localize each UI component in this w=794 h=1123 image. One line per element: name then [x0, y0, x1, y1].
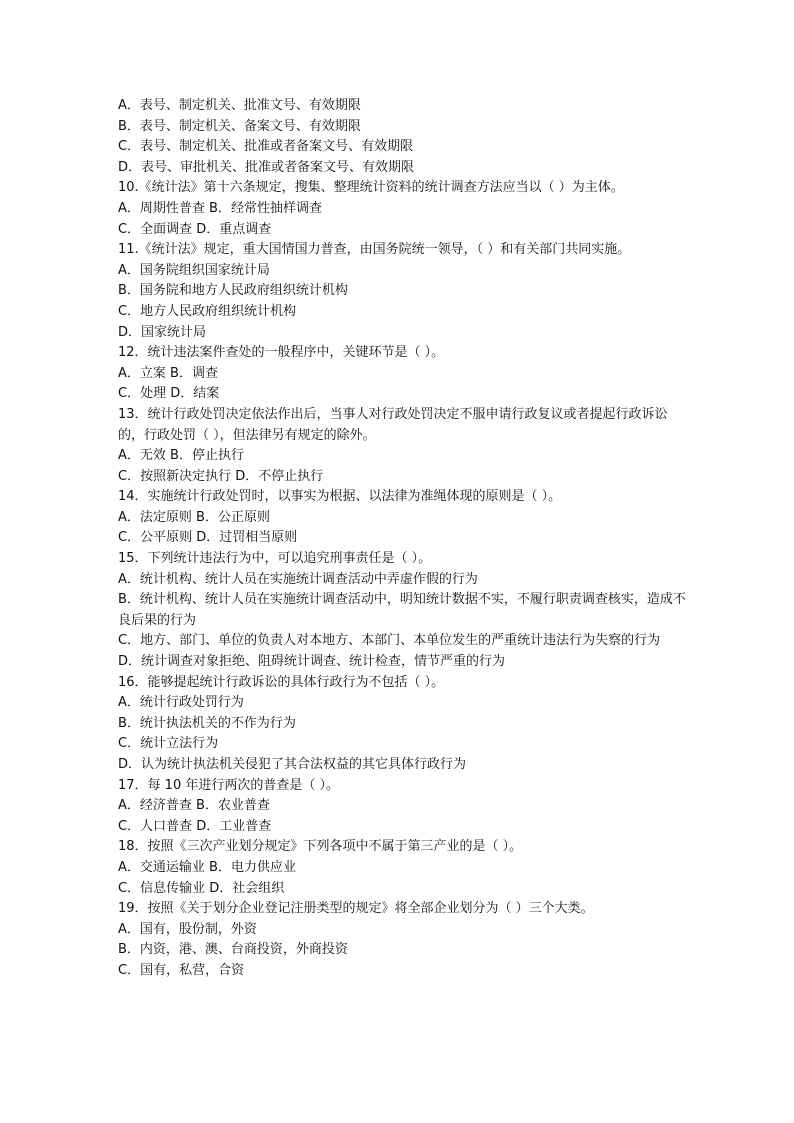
document-line: B．统计机构、统计人员在实施统计调查活动中，明知统计数据不实，不履行职责调查核实，造成不良后果的行为: [118, 592, 686, 628]
document-line: A．立案 B．调查: [118, 365, 218, 381]
document-line: 17．每 10 年进行两次的普查是（ ）。: [118, 777, 339, 793]
document-line: B．国务院和地方人民政府组织统计机构: [118, 283, 348, 299]
document-line: D．认为统计执法机关侵犯了其合法权益的其它具体行政行为: [118, 757, 467, 772]
document-line: C．信息传输业 D．社会组织: [118, 880, 285, 896]
document-line: 10.《统计法》第十六条规定，搜集、整理统计资料的统计调查方法应当以（ ）为主体。: [118, 180, 624, 196]
document-line: C．按照新决定执行 D．不停止执行: [118, 468, 324, 484]
document-line: A．国务院组织国家统计局: [118, 262, 270, 278]
document-line: B．内资，港、澳、台商投资，外商投资: [118, 942, 348, 958]
document-line: C．人口普查 D．工业普查: [118, 818, 272, 834]
document-line: C．地方、部门、单位的负责人对本地方、本部门、本单位发生的严重统计违法行为失察的行为: [118, 633, 661, 649]
document-line: A．交通运输业 B．电力供应业: [118, 859, 296, 875]
document-line: A．经济普查 B．农业普查: [118, 798, 270, 814]
document-line: A．国有，股份制，外资: [118, 921, 257, 937]
document-line: 13．统计行政处罚决定依法作出后，当事人对行政处罚决定不服申请行政复议或者提起行政诉讼的，行政处罚（ ），但法律另有规定的除外。: [118, 406, 668, 443]
document-line: A．法定原则 B．公正原则: [118, 509, 270, 525]
document-body: [118, 96, 688, 982]
document-line: C．全面调查 D．重点调查: [118, 221, 272, 237]
document-line: C．国有，私营，合资: [118, 962, 245, 978]
document-line: D．表号、审批机关、批准或者备案文号、有效期限: [118, 159, 415, 175]
document-line: 15．下列统计违法行为中，可以追究刑事责任是（ ）。: [118, 551, 432, 567]
document-line: C．统计立法行为: [118, 736, 219, 752]
document-line: C．表号、制定机关、批准或者备案文号、有效期限: [118, 139, 414, 155]
document-line: C．公平原则 D．过罚相当原则: [118, 530, 298, 546]
document-line: A．统计行政处罚行为: [118, 695, 244, 711]
document-line: D．国家统计局: [118, 324, 207, 340]
document-line: C．地方人民政府组织统计机构: [118, 303, 297, 319]
document-line: A．无效 B．停止执行: [118, 448, 244, 464]
document-line: 11.《统计法》规定，重大国情国力普查，由国务院统一领导，（ ）和有关部门共同实施。: [118, 242, 631, 258]
document-line: A．表号、制定机关、批准文号、有效期限: [118, 98, 361, 113]
document-line: C．处理 D．结案: [118, 386, 220, 402]
document-line: A．周期性普查 B．经常性抽样调查: [118, 200, 322, 216]
document-line: 19．按照《关于划分企业登记注册类型的规定》将全部企业划分为（ ）三个大类。: [118, 901, 594, 917]
document-line: 16．能够提起统计行政诉讼的具体行政行为不包括（ ）。: [118, 674, 445, 690]
document-line: B．统计执法机关的不作为行为: [118, 715, 296, 731]
document-line: 14．实施统计行政处罚时，以事实为根据、以法律为准绳体现的原则是（ ）。: [118, 489, 562, 505]
document-line: 18．按照《三次产业划分规定》下列各项中不属于第三产业的是（ ）。: [118, 839, 523, 855]
document-line: D．统计调查对象拒绝、阻碍统计调查、统计检查，情节严重的行为: [118, 654, 506, 670]
document-line: 12．统计违法案件查处的一般程序中，关键环节是（ ）。: [118, 345, 445, 361]
document-line: A．统计机构、统计人员在实施统计调查活动中弄虚作假的行为: [118, 571, 478, 587]
document-line: B．表号、制定机关、备案文号、有效期限: [118, 118, 361, 134]
